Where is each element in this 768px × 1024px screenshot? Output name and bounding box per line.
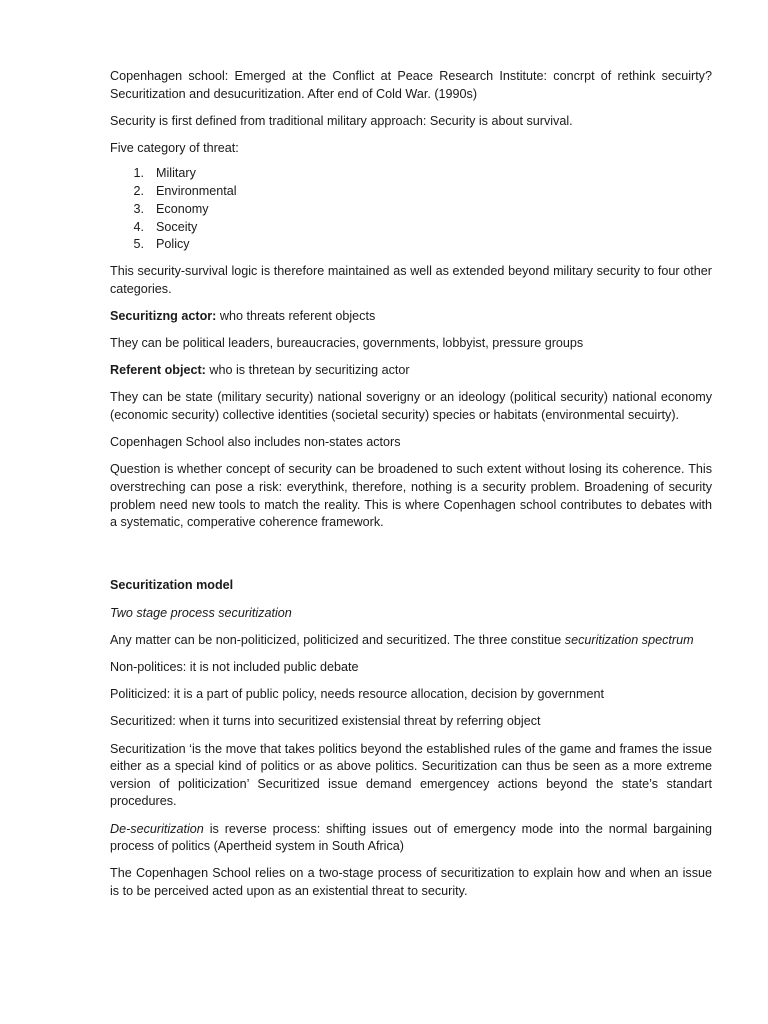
- threat-category-list: [110, 165, 712, 254]
- paragraph-referent-object: [110, 362, 712, 380]
- paragraph-spectrum: [110, 632, 712, 650]
- term-referent-object: Referent object:: [110, 363, 206, 378]
- term-desecuritization: De-securitization: [110, 821, 204, 836]
- term-securitization-spectrum: securitization spectrum: [564, 632, 694, 647]
- paragraph-security-definition: Security is first defined from traditional military approach: Security is about survival.: [110, 113, 573, 128]
- spectrum-text: Any matter can be non-politicized, politicized and securitized. The three constitue: [110, 632, 565, 647]
- list-item: [110, 236, 712, 254]
- paragraph-politicized: Politicized: it is a part of public policy, needs resource allocation, decision by government: [110, 687, 604, 702]
- list-item: [110, 183, 712, 201]
- paragraph-securitization-quote: Securitization ‘is the move that takes politics beyond the established rules of the game and frames the issue either as a special kind of politics or as above politics. Securitization can thus be seen as a more extreme version of politicization’ Securitized issue demand emergencey actions beyond the state’s standart procedures.: [110, 741, 712, 809]
- paragraph-intro: Copenhagen school: Emerged at the Conflict at Peace Research Institute: concrpt of rethink secuirty? Securitization and desucuritization. After end of Cold War. (1990s): [110, 69, 712, 101]
- paragraph-securitizing-actor: [110, 308, 712, 326]
- paragraph-two-stage: The Copenhagen School relies on a two-stage process of securitization to explain how and when an issue is to be perceived acted upon as an existential threat to security.: [110, 866, 712, 898]
- subheading: [110, 605, 712, 623]
- term-securitizing-actor: Securitizng actor:: [110, 308, 217, 323]
- document-page: [110, 68, 712, 910]
- list-item-label: Policy: [156, 237, 190, 252]
- definition-securitizing-actor: who threats referent objects: [216, 308, 376, 323]
- definition-referent-object: who is thretean by securitizing actor: [205, 363, 410, 378]
- list-item-label: Environmental: [156, 183, 237, 198]
- paragraph-securitized: Securitized: when it turns into securitized existensial threat by referring object: [110, 714, 541, 729]
- paragraph-referent-examples: They can be state (military security) national soverigny or an ideology (political security) national economy (economic security) collective identities (societal security) species or habitats (environmental secuirty).: [110, 390, 712, 423]
- paragraph-non-politicized: Non-politices: it is not included public debate: [110, 659, 359, 674]
- list-number: 1.: [133, 166, 144, 181]
- paragraph-extension: This security-survival logic is therefore maintained as well as extended beyond military security to four other categories.: [110, 264, 712, 296]
- list-number: 5.: [133, 237, 144, 252]
- list-item: [110, 165, 712, 183]
- list-item: [110, 201, 712, 219]
- paragraph-threat-categories-intro: Five category of threat:: [110, 140, 239, 155]
- section-spacer: [110, 541, 712, 577]
- list-number: 3.: [133, 201, 144, 216]
- section-heading-text: Securitization model: [110, 578, 234, 593]
- list-item-label: Economy: [156, 201, 209, 216]
- desecuritization-text: is reverse process: shifting issues out of emergency mode into the normal bargaining process of politics (Apertheid system in South Africa): [110, 821, 712, 854]
- paragraph-desecuritization: [110, 821, 712, 856]
- paragraph-actor-examples: They can be political leaders, bureaucracies, governments, lobbyist, pressure groups: [110, 336, 584, 351]
- list-number: 2.: [133, 183, 144, 198]
- paragraph-coherence-question: Question is whether concept of security can be broadened to such extent without losing its coherence. This overstreching can pose a risk: everythink, therefore, nothing is a security problem. Broadening of security problem need new tools to match the reality. This is where Copenhagen school contributes to debates with a systematic, comperative coherence framework.: [110, 462, 712, 530]
- subheading-text: Two stage process securitization: [110, 605, 292, 620]
- list-number: 4.: [133, 219, 144, 234]
- section-heading: [110, 577, 712, 595]
- list-item: [110, 219, 712, 237]
- list-item-label: Soceity: [156, 219, 198, 234]
- paragraph-non-state-actors: Copenhagen School also includes non-states actors: [110, 435, 401, 450]
- list-item-label: Military: [156, 166, 196, 181]
